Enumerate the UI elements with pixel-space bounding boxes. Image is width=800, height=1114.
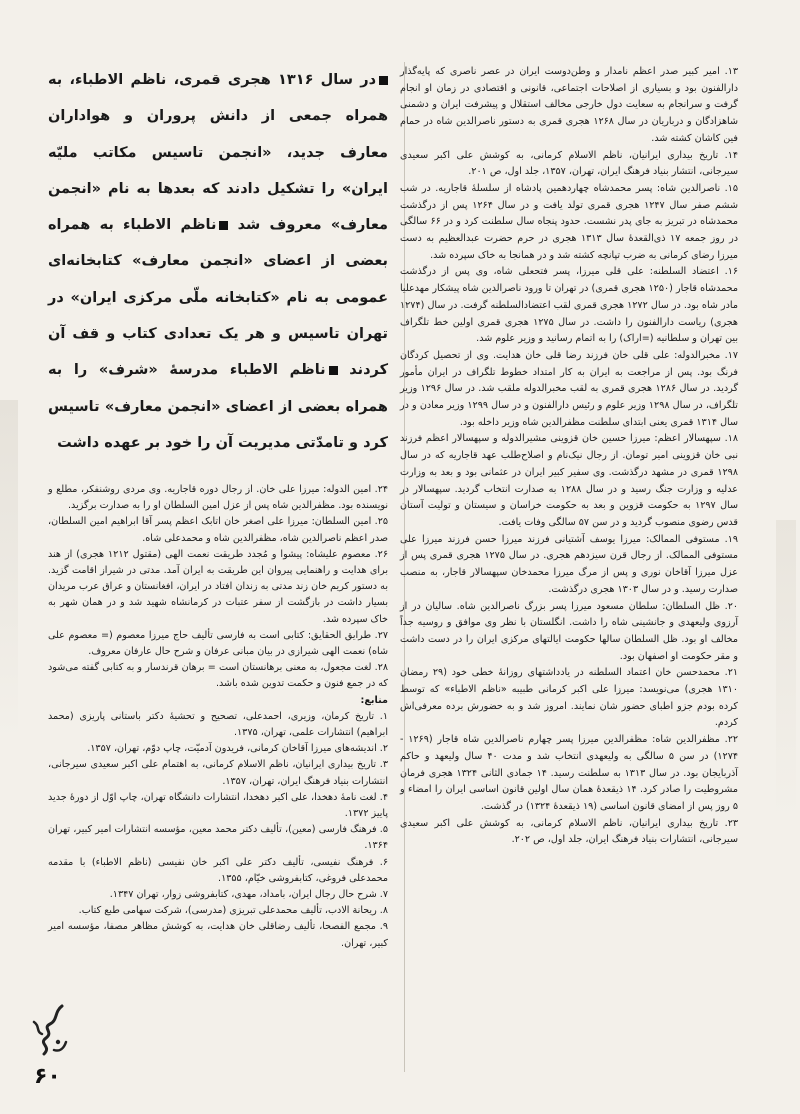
source-item: ۸. ریحانة الادب، تألیف محمدعلی تبریزی (مدرسی)، شرکت سهامی طبع کتاب. bbox=[78, 905, 388, 917]
page-number: ۶۰ bbox=[34, 1064, 61, 1089]
source-item: ۱. تاریخ کرمان، وزیری، احمدعلی، تصحیح و تحشیهٔ دکتر باستانی پاریزی (محمد ابراهیم) انتشارات علمی، تهران، ۱۳۷۵. bbox=[48, 710, 388, 739]
footnote-23: ۲۳. تاریخ بیداری ایرانیان، ناظم الاسلام کرمانی، به کوشش علی اکبر سعیدی سیرجانی، انتشارات بنیاد فرهنگ ایران، جلد اول، ص ۲۰۲. bbox=[400, 817, 738, 846]
footnote-25: ۲۵. امین السلطان: میرزا علی اصغر خان اتابک اعظم پسر آقا ابراهیم امین السلطان، صدر اعظم ناصرالدین شاه، مظفرالدین شاه و محمدعلی شاه. bbox=[48, 516, 388, 544]
source-item: ۶. فرهنگ نفیسی، تألیف دکتر علی اکبر خان نفیسی (ناظم الاطباء) با مقدمه محمدعلی فروغی، کتابفروشی خیّام، ۱۳۵۵. bbox=[48, 856, 388, 884]
source-item: ۲. اندیشه‌های میرزا آقاخان کرمانی، فریدون آدمیّت، چاپ دوّم، تهران، ۱۳۵۷. bbox=[87, 743, 388, 755]
footnote-26: ۲۶. معصوم علیشاه: پیشوا و مُجدد طریقت نعمت الهی (مقتول ۱۲۱۲ هجری) از هند برای هدایت و راهنمایی پیروان این طریقت به ایران آمد. مدتی در شیراز اقامت گزید. به دستور کریم خان زند مدتی به زندان افتاد در ایران، افغانستان و عراق عرب مریدان بسیار داشت در بازگشت از سفر عتبات در کرمانشاه شهید شد و در همان شهر به خاک سپرده شد. bbox=[48, 548, 388, 625]
footnote-16: ۱۶. اعتضاد السلطنه: علی قلی میرزا، پسر فتحعلی شاه، وی پس از درگذشت محمدشاه قاجار (۱۲۵۰ هجری قمری) در تهران تا ورود ناصرالدین شاه پیشکار مهدعلیا مادر شاه بود. در سال ۱۲۷۲ هجری قمری لقب اعتضادالسلطنه گرفت. در سال (۱۲۷۴ هجری) ریاست دارالفنون را داشت. در سال ۱۲۷۵ هجری قمری اولین خط تلگراف بین تهران و سلطانیه (=اراک) را به اتمام رسانید و وزیر علوم شد. bbox=[400, 266, 738, 345]
footnote-13: ۱۳. امیر کبیر صدر اعظم نامدار و وطن‌دوست ایران در عصر ناصری که پایه‌گذار دارالفنون بود و بسیاری از اصلاحات اجتماعی، قانونی و اقتصادی در زمان او انجام گرفت و سرانجام به سعایت دول خارجی مخالف استقلال و پیشرفت ایران و دشمنی شاهزادگان و درباریان در سال ۱۲۶۸ هجری قمری به دستور ناصرالدین شاه در حمام فین کاشان کشته شد. bbox=[400, 66, 738, 144]
source-item: ۹. مجمع الفصحا، تألیف رضاقلی خان هدایت، به کوشش مظاهر مصفا، مؤسسه امیر کبیر، تهران. bbox=[48, 921, 388, 949]
bleed-through-shadow bbox=[776, 520, 796, 820]
footnote-20: ۲۰. ظل السلطان: سلطان مسعود میرزا پسر بزرگ ناصرالدین شاه. سالیان در از آرزوی ولیعهدی و جانشینی شاه را داشت. انگلستان با نظر وی موافق و روسیه جداً مخالف او بود. ظل السلطان سالها حکومت ایالتهای مرکزی ایران را در دست داشت و مقر حکومت او اصفهان بود. bbox=[400, 600, 738, 662]
bleed-through-shadow bbox=[0, 400, 18, 740]
main-paragraph: ناظم الاطباء مدرسهٔ «شرف» را به همراه بعضی از اعضای «انجمن معارف» تاسیس کرد و تامدّتی مدیریت آن را خود بر عهده داشت bbox=[48, 362, 388, 451]
main-paragraph: ناظم الاطباء به همراه بعضی از اعضای «انجمن معارف» کتابخانه‌ای عمومی به نام «کتابخانه ملّی مرکزی ایران» در تهران تاسیس و هر یک تعدادی کتاب و قف آن کردند bbox=[48, 217, 388, 379]
footnote-24: ۲۴. امین الدوله: میرزا علی خان. از رجال دوره قاجاریه. وی مردی روشنفکر، مطلع و نویسنده بود. مظفرالدین شاه پس از عزل امین السلطان او را به صدارت برگزید. bbox=[48, 484, 388, 512]
main-paragraph: در سال ۱۳۱۶ هجری قمری، ناظم الاطباء، به همراه جمعی از دانش پروران و هواداران معارف جدید، «انجمن تاسیس مکاتب ملیّه ایران» را تشکیل دادند که بعدها به نام «انجمن معارف» معروف شد bbox=[48, 72, 388, 234]
footnote-21: ۲۱. محمدحسن خان اعتماد السلطنه در یادداشتهای روزانهٔ خطی خود (۲۹ رمضان ۱۳۱۰ هجری) می‌نویسد: میرزا علی اکبر کرمانی طبیبه «ناظم الاطباء» که توسط کرده بودم جزو اطبای حضور شان نمایند. امروز شد و به حضورش برده معرفی‌اش کردم. bbox=[400, 667, 738, 729]
main-text-block bbox=[48, 62, 388, 461]
footnotes-right-column bbox=[400, 64, 738, 849]
bullet-square-icon bbox=[379, 76, 388, 85]
source-item: ۳. تاریخ بیداری ایرانیان، ناظم الاسلام کرمانی، به اهتمام علی اکبر سعیدی سیرجانی، انتشارات بنیاد فرهنگ ایران، تهران، ۱۳۵۷. bbox=[48, 759, 388, 787]
footnote-18: ۱۸. سپهسالار اعظم: میرزا حسین خان قزوینی مشیرالدوله و سپهسالار اعظم فرزند نبی خان قزوینی امیر تومان. از رجال نیک‌نام و اصلاح‌طلب عهد قاجاریه که در سال ۱۲۹۸ قمری در مشهد درگذشت. وی سفیر کبیر ایران در عثمانی بود و بعد به وزارت عدلیه و وزارت جنگ رسید و در سال ۱۲۸۸ به صدارت انتخاب گردید. سپهسالار در سال ۱۲۹۷ به حکومت قزوین و بعد به حکومت خراسان و سیستان و تولیت آستان قدس رضوی منصوب گردید و در سن ۵۷ سالگی وفات یافت. bbox=[400, 433, 739, 528]
source-item: ۵. فرهنگ فارسی (معین)، تألیف دکتر محمد معین، مؤسسه انتشارات امیر کبیر، تهران ۱۳۶۴. bbox=[48, 824, 388, 852]
footnote-17: ۱۷. مخبرالدوله: علی قلی خان فرزند رضا قلی خان هدایت. وی از تحصیل کردگان فرنگ بود. پس از مراجعت به ایران به کار امتداد خطوط تلگراف در ایران مأمور گردید. در سال ۱۲۸۶ هجری قمری به لقب مخبرالدوله ملقب شد. در سال ۱۲۹۶ وزیر تلگراف، در سال ۱۲۹۸ وزیر علوم و رئیس دارالفنون و در سال ۱۲۹۹ وزیر معادن و در سال ۱۳۱۴ قمری یعنی ابتدای سلطنت مظفرالدین شاه وزیر داخله بود. bbox=[400, 349, 739, 428]
footnote-27: ۲۷. طرایق الحقایق: کتابی است به فارسی تألیف حاج میرزا معصوم (= معصوم علی شاه) نعمت الهی شیرازی در بیان مبانی عرفان و شرح حال عارفان معروف. bbox=[48, 629, 388, 658]
footnote-22: ۲۲. مظفرالدین شاه: مظفرالدین میرزا پسر چهارم ناصرالدین شاه قاجار (۱۲۶۹ - ۱۲۷۴) در سن ۵ سالگی به ولیعهدی انتخاب شد و مدت ۴۰ سال ولیعهد و حاکم آذربایجان بود. در سال ۱۳۱۳ به سلطنت رسید. ۱۴ جمادی الثانی ۱۳۲۴ هجری فرمان مشروطیت را صادر کرد. ۱۴ ذیقعدهٔ همان سال اولین قانون اساسی ایران را امضاء و ۵ روز پس از امضای قانون اساسی (۱۹ ذیقعدهٔ ۱۳۲۴) در گذشت. bbox=[400, 734, 739, 812]
magazine-logo-icon bbox=[24, 1002, 72, 1062]
sources-heading: منابع: bbox=[360, 694, 388, 706]
footnote-19: ۱۹. مستوفی الممالک: میرزا یوسف آشتیانی فرزند میرزا حسن فرزند میرزا علی مستوفی الممالک. از رجال قرن سیزدهم هجری. در سال ۱۲۷۵ هجری قمری پس از عزل میرزا آقاخان نوری و پس از مرگ میرزا محمدخان سپهسالار قاجار، به منصب صدارت رسید. و در سال ۱۳۰۳ هجری درگذشت. bbox=[400, 533, 739, 595]
source-item: ۴. لغت نامهٔ دهخدا، علی اکبر دهخدا، انتشارات دانشگاه تهران، چاپ اوّل از دورهٔ جدید پاییز ۱۳۷۲. bbox=[48, 791, 388, 820]
footnote-28: ۲۸. لغت مجعول، به معنی برهانستان است = برهان قرندسار و به کتابی گفته می‌شود که در جمع فنون و حکمت تدوین شده باشد. bbox=[48, 662, 388, 690]
source-item: ۷. شرح حال رجال ایران، بامداد، مهدی، کتابفروشی زوار، تهران ۱۳۴۷. bbox=[109, 889, 388, 901]
bullet-square-icon bbox=[219, 221, 228, 230]
footnote-15: ۱۵. ناصرالدین شاه: پسر محمدشاه چهاردهمین پادشاه از سلسلهٔ قاجاریه. در شب ششم صفر سال ۱۲۴۷ هجری قمری تولد یافت و در سال ۱۲۶۴ پس از درگذشت محمدشاه در تبریز به جای پدر نشست. حدود پنجاه سال سلطنت کرد و در ۶۶ سالگی در روز جمعه ۱۷ ذی‌القعدهٔ سال ۱۳۱۳ هجری در حرم حضرت عبدالعظیم به دست میرزا رضای کرمانی به ضرب تپانچه کشته شد و در همانجا به خاک سپرده شد. bbox=[400, 182, 738, 261]
footnotes-left-column bbox=[48, 482, 388, 952]
footnote-14: ۱۴. تاریخ بیداری ایرانیان، ناظم الاسلام کرمانی، به کوشش علی اکبر سعیدی سیرجانی، انتشار بنیاد فرهنگ ایران، تهران، ۱۳۵۷، جلد اول، ص ۲۰۱. bbox=[400, 149, 738, 178]
bullet-square-icon bbox=[329, 366, 338, 375]
